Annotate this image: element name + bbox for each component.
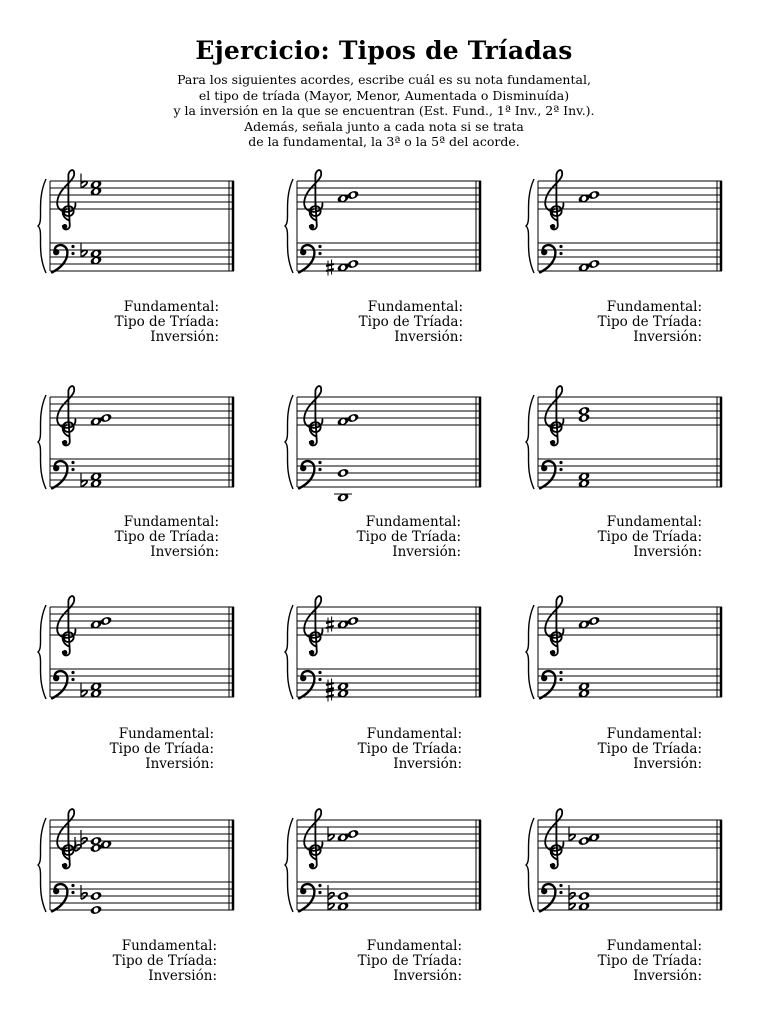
bass-clef-icon [299,245,322,273]
whole-note [337,688,350,699]
system-brace [38,818,46,912]
whole-note [337,619,350,630]
answer-label-inversion: Inversión: [393,756,462,772]
answer-labels [542,515,702,560]
flat-icon [81,885,87,899]
whole-note [337,832,350,843]
answer-label-triad-type: Tipo de Tríada: [357,953,462,969]
flat-icon [328,885,334,899]
answer-label-root: Fundamental: [123,514,219,530]
answer-label-triad-type: Tipo de Tríada: [114,529,219,545]
whole-note [90,836,103,847]
exercise-4 [38,386,234,489]
whole-note [90,843,103,854]
whole-note [347,190,360,201]
treble-clef-icon [304,596,322,655]
exercise-2 [285,170,481,275]
whole-note [588,832,601,843]
bass-clef-icon [540,461,563,489]
system-brace [285,395,293,489]
system-brace [526,179,534,273]
answer-label-root: Fundamental: [367,299,463,315]
flat-icon [81,683,87,697]
system-brace [526,818,534,912]
system-brace [285,818,293,912]
whole-note [578,478,591,489]
whole-note [90,619,103,630]
answer-label-inversion: Inversión: [148,968,217,984]
answer-label-inversion: Inversión: [633,544,702,560]
answer-label-inversion: Inversión: [145,756,214,772]
bass-clef-icon [540,671,563,699]
instructions-line: de la fundamental, la 3ª o la 5ª del acorde. [248,134,520,149]
flat-icon [569,896,575,910]
answer-label-root: Fundamental: [606,938,702,954]
system-brace [285,179,293,273]
whole-note [90,478,103,489]
whole-note [100,413,113,424]
treble-clef-icon [545,386,563,445]
treble-clef-icon [57,596,75,655]
exercise-12 [526,809,722,912]
answer-labels [54,727,214,772]
flat-icon [81,243,87,257]
bass-clef-icon [299,461,322,489]
treble-clef-icon [545,170,563,229]
treble-clef-icon [304,809,322,868]
whole-note [578,471,591,482]
flat-icon [328,896,334,910]
answer-label-inversion: Inversión: [394,329,463,345]
whole-note [578,681,591,692]
flat-icon [569,885,575,899]
answer-label-triad-type: Tipo de Tríada: [356,529,461,545]
whole-note [90,688,103,699]
answer-label-triad-type: Tipo de Tríada: [357,741,462,757]
answer-label-triad-type: Tipo de Tríada: [597,953,702,969]
whole-note [588,259,601,270]
sharp-icon [326,260,334,276]
whole-note [578,619,591,630]
whole-note [100,839,113,850]
answer-labels [542,727,702,772]
sharp-icon [326,617,334,633]
treble-clef-icon [57,170,75,229]
whole-note [90,255,103,266]
whole-note [347,259,360,270]
whole-note [337,901,350,912]
instructions-line: Además, señala junto a cada nota si se trata [244,118,524,134]
whole-note [337,262,350,273]
answer-label-triad-type: Tipo de Tríada: [114,314,219,330]
exercise-9 [526,596,722,699]
exercise-6 [526,386,722,489]
answer-label-root: Fundamental: [366,726,462,742]
answer-label-triad-type: Tipo de Tríada: [597,741,702,757]
whole-note [347,413,360,424]
answer-labels [301,515,461,560]
bass-clef-icon [299,671,322,699]
system-brace [526,395,534,489]
answer-label-triad-type: Tipo de Tríada: [109,741,214,757]
whole-note [337,193,350,204]
treble-clef-icon [545,809,563,868]
whole-note [578,406,591,417]
flat-icon [569,827,575,841]
answer-label-triad-type: Tipo de Tríada: [597,314,702,330]
whole-note [90,416,103,427]
whole-note [588,616,601,627]
sharp-icon [326,679,334,695]
exercise-10 [38,809,234,915]
instructions-line: y la inversión en la que se encuentran (Est. Fund., 1ª Inv., 2ª Inv.). [173,103,595,118]
treble-clef-icon [57,809,75,868]
answer-label-inversion: Inversión: [150,544,219,560]
flat-icon [81,830,87,844]
whole-note [347,829,360,840]
exercise-3 [526,170,722,273]
whole-note [578,688,591,699]
whole-note [337,681,350,692]
answer-label-root: Fundamental: [365,514,461,530]
answer-labels [302,727,462,772]
bass-clef-icon [540,245,563,273]
answer-labels [542,939,702,984]
whole-note [347,616,360,627]
whole-note [578,836,591,847]
system-brace [285,605,293,699]
treble-clef-icon [57,386,75,445]
answer-labels [302,939,462,984]
instructions-line: el tipo de tríada (Mayor, Menor, Aumentada o Disminuída) [198,87,570,103]
whole-note [90,681,103,692]
answer-label-triad-type: Tipo de Tríada: [597,529,702,545]
system-brace [38,395,46,489]
system-brace [38,605,46,699]
bass-clef-icon [52,245,75,273]
answer-labels [303,300,463,345]
answer-label-root: Fundamental: [606,299,702,315]
answer-label-root: Fundamental: [121,938,217,954]
answer-label-triad-type: Tipo de Tríada: [358,314,463,330]
whole-note [337,492,350,503]
whole-note [578,262,591,273]
answer-labels [542,300,702,345]
answer-label-inversion: Inversión: [392,544,461,560]
whole-note [578,413,591,424]
bass-clef-icon [540,884,563,912]
whole-note [337,468,350,479]
exercise-1 [38,170,234,273]
whole-note [90,179,103,190]
sharp-icon [326,686,334,702]
answer-label-root: Fundamental: [366,938,462,954]
answer-label-inversion: Inversión: [393,968,462,984]
system-brace [38,179,46,273]
answer-labels [59,515,219,560]
exercise-5 [285,386,481,503]
answer-labels [57,939,217,984]
flat-icon [81,473,87,487]
whole-note [578,193,591,204]
whole-note [337,891,350,902]
whole-note [337,416,350,427]
answer-label-root: Fundamental: [118,726,214,742]
exercise-8 [285,596,481,701]
whole-note [90,248,103,259]
bass-clef-icon [52,461,75,489]
whole-note [90,905,103,916]
answer-label-triad-type: Tipo de Tríada: [112,953,217,969]
whole-note [90,471,103,482]
flat-icon [81,174,87,188]
bass-clef-icon [299,884,322,912]
answer-label-inversion: Inversión: [633,329,702,345]
instructions [0,72,768,150]
treble-clef-icon [545,596,563,655]
page-title: Ejercicio: Tipos de Tríadas [195,36,573,65]
whole-note [578,901,591,912]
whole-note [90,186,103,197]
exercise-7 [38,596,234,699]
whole-note [578,891,591,902]
whole-note [100,616,113,627]
treble-clef-icon [304,170,322,229]
instructions-line: Para los siguientes acordes, escribe cuál es su nota fundamental, [177,72,591,87]
answer-label-root: Fundamental: [123,299,219,315]
answer-label-inversion: Inversión: [633,756,702,772]
whole-note [90,891,103,902]
whole-note [588,190,601,201]
treble-clef-icon [304,386,322,445]
system-brace [526,605,534,699]
answer-label-root: Fundamental: [606,726,702,742]
exercise-11 [285,809,481,912]
answer-label-inversion: Inversión: [633,968,702,984]
answer-label-root: Fundamental: [606,514,702,530]
flat-icon [328,827,334,841]
flat-icon [75,837,81,851]
answer-label-inversion: Inversión: [150,329,219,345]
bass-clef-icon [52,671,75,699]
bass-clef-icon [52,884,75,912]
answer-labels [59,300,219,345]
